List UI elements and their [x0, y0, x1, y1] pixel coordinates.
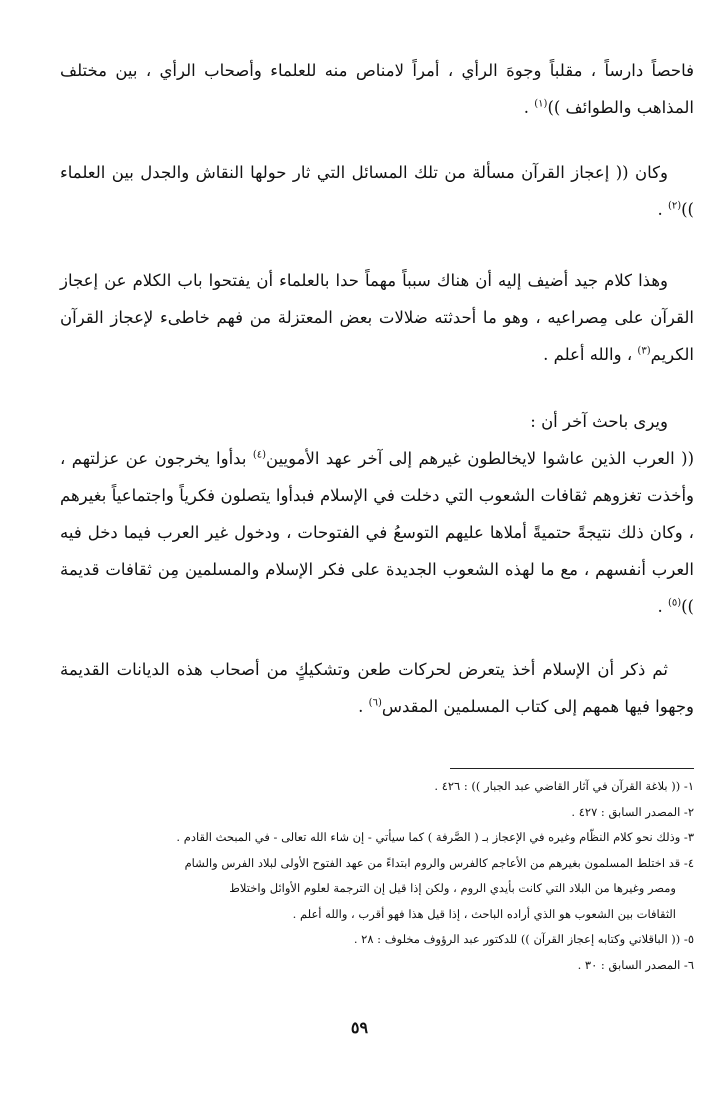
paragraph-text: (( العرب الذين عاشوا لايخالطون غيرهم إلى آخر عهد الأمويين — [266, 449, 694, 468]
paragraph-continuation: بدأوا يخرجون عن عزلتهم ، وأخذت تغزوهم ثقافات الشعوب التي دخلت في الإسلام فبدأوا يتصلون فكرياً واجتماعياً بغيرهم ، وكان ذلك نتيجةً حتميةً أملاها عليهم التوسعُ في الفتوحات ، ودخول غير العرب فيما دخل فيه العرب أنفسهم ، مع ما لهذه الشعوب الجديدة على فكر الإسلام والمسلمين مِن ثقافات قديمة )) — [60, 449, 694, 616]
paragraph-end: . — [657, 597, 668, 616]
footnote: ٢- المصدر السابق : ٤٢٧ . — [571, 804, 694, 819]
footnote-ref: (٦) — [368, 697, 382, 709]
paragraph — [60, 651, 694, 725]
paragraph — [60, 154, 694, 228]
footnotes — [60, 774, 694, 978]
footnote: ٤- قد اختلط المسلمون بغيرهم من الأعاجم كالفرس والروم ابتداءً من عهد الفتوح الأولى لبلاد الفرس والشام — [184, 855, 694, 870]
paragraph-text: ثم ذكر أن الإسلام أخذ يتعرض لحركات طعن وتشكيكٍ من أصحاب هذه الديانات القديمة وجهوا فيها همهم إلى كتاب المسلمين المقدس — [60, 660, 694, 716]
paragraph-text: وهذا كلام جيد أضيف إليه أن هناك سبباً مهماً حدا بالعلماء أن يفتحوا باب الكلام عن إعجاز القرآن على مِصراعيه ، وهو ما أحدثته ضلالات بعض المعتزلة من فهم خاطىء لإعجاز القرآن الكريم — [60, 271, 694, 364]
footnote-separator — [450, 768, 694, 769]
footnote-ref: (٢) — [667, 200, 682, 212]
footnote: ٥- (( الباقلاني وكتابه إعجاز القرآن )) للدكتور عبد الرؤوف مخلوف : ٢٨ . — [353, 932, 694, 946]
paragraph-text: وكان (( إعجاز القرآن مسألة من تلك المسائل التي ثار حولها النقاش والجدل بين العلماء )) — [60, 163, 694, 219]
paragraph-text: فاحصاً دارساً ، مقلباً وجوهَ الرأي ، أمراً لامناص منه للعلماء وأصحاب الرأي ، بين مختلف المذاهب والطوائف )) — [60, 61, 694, 117]
footnote-continuation: ومصر وغيرها من البلاد التي كانت بأيدي الروم ، ولكن إذا قيل إن الترجمة لعلوم الأوائل واختلاط — [229, 881, 676, 895]
paragraph-end: . — [657, 200, 668, 219]
footnote-ref: (٣) — [637, 345, 651, 357]
footnote: ١- (( بلاغة القرآن في آثار القاضي عبد الجبار )) : ٤٢٦ . — [434, 779, 694, 793]
paragraph-text: ويرى باحث آخر أن : — [530, 412, 668, 431]
quoted-paragraph — [60, 440, 694, 625]
main-text — [60, 52, 694, 725]
footnote-ref: (٥) — [667, 597, 682, 609]
paragraph-end: ، والله أعلم . — [543, 345, 638, 364]
paragraph — [60, 262, 694, 373]
page-number: ٥٩ — [350, 1018, 369, 1037]
footnote-continuation: الثقافات بين الشعوب هو الذي أراده الباحث ، إذا قيل هذا فهو أقرب ، والله أعلم . — [292, 906, 676, 921]
paragraph-end: . — [358, 697, 369, 716]
paragraph-intro — [60, 403, 694, 440]
paragraph-end: . — [523, 98, 535, 117]
footnote: ٣- وذلك نحو كلام النظّام وغيره في الإعجاز بـ ( الصَّرفة ) كما سيأتي - إن شاء الله تعالى - في المبحث القادم . — [176, 830, 694, 844]
paragraph — [60, 52, 694, 126]
footnote-ref: (٤) — [252, 449, 267, 461]
footnote: ٦- المصدر السابق : ٣٠ . — [577, 957, 694, 972]
footnote-ref: (١) — [534, 98, 548, 110]
